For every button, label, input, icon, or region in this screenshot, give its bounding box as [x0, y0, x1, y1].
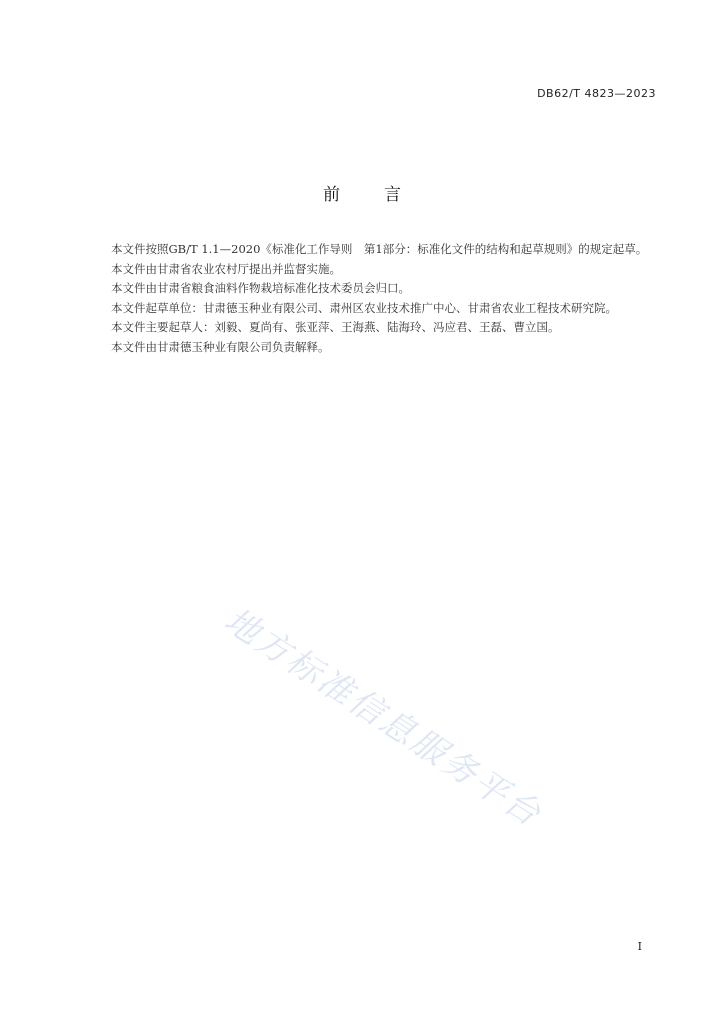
- paragraph-drafting-rules: 本文件按照GB/T 1.1—2020《标准化工作导则 第1部分：标准化文件的结构和起草规则》的规定起草。: [111, 242, 648, 256]
- document-code: DB62/T 4823—2023: [537, 87, 656, 100]
- page-title-char-1: 前: [323, 185, 340, 205]
- foreword-body: [88, 240, 658, 358]
- page-title: [0, 180, 724, 205]
- paragraph-drafters: 本文件主要起草人：刘毅、夏尚有、张亚萍、王海燕、陆海玲、冯应君、王磊、曹立国。: [111, 320, 560, 335]
- paragraph-interpretation: 本文件由甘肃德玉种业有限公司负责解释。: [111, 339, 330, 354]
- page-title-char-2: 言: [384, 185, 401, 205]
- watermark-text: 地方标准信息服务平台: [217, 600, 550, 836]
- page-number: I: [637, 940, 642, 953]
- paragraph-drafting-units: 本文件起草单位：甘肃德玉种业有限公司、肃州区农业技术推广中心、甘肃省农业工程技术研究院。: [111, 300, 617, 315]
- paragraph-administrator: 本文件由甘肃省粮食油料作物栽培标准化技术委员会归口。: [111, 281, 410, 296]
- paragraph-proposer: 本文件由甘肃省农业农村厅提出并监督实施。: [111, 261, 341, 276]
